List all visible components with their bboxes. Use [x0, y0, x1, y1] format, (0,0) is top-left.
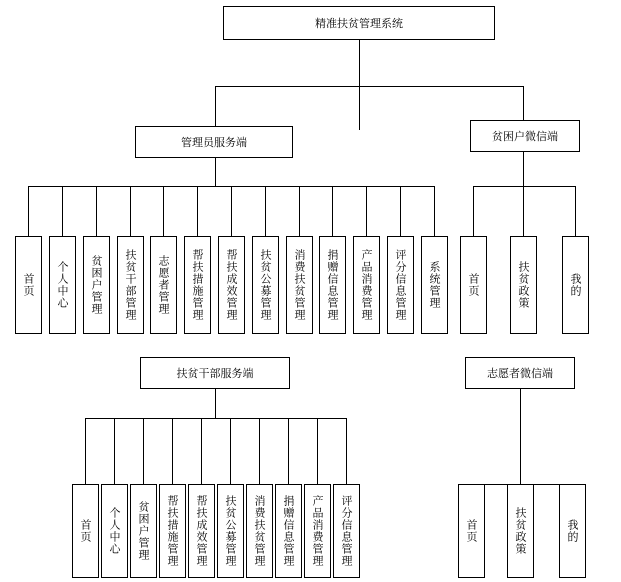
connector — [523, 86, 524, 120]
admin-leaf: 个人中心 — [49, 236, 76, 334]
admin-leaf: 消费扶贫管理 — [286, 236, 313, 334]
connector — [62, 186, 63, 236]
volunteer-wechat-leaf: 我的 — [559, 484, 586, 578]
cadre-leaf: 产品消费管理 — [304, 484, 331, 578]
connector — [215, 158, 216, 186]
cadre-bus — [85, 418, 347, 419]
branch-volunteer-wechat: 志愿者微信端 — [465, 357, 575, 389]
volunteer-wechat-leaf: 首页 — [458, 484, 485, 578]
connector — [197, 186, 198, 236]
admin-leaf: 扶贫干部管理 — [117, 236, 144, 334]
cadre-leaf: 捐赠信息管理 — [275, 484, 302, 578]
connector — [575, 186, 576, 236]
connector — [473, 186, 474, 236]
cadre-leaf: 帮扶成效管理 — [188, 484, 215, 578]
admin-leaf: 志愿者管理 — [150, 236, 177, 334]
connector — [265, 186, 266, 236]
connector — [400, 186, 401, 236]
cadre-leaf: 扶贫公募管理 — [217, 484, 244, 578]
connector — [215, 86, 216, 126]
connector — [215, 389, 216, 418]
admin-leaf: 系统管理 — [421, 236, 448, 334]
connector — [163, 186, 164, 236]
branch-cadre: 扶贫干部服务端 — [140, 357, 290, 389]
admin-leaf: 首页 — [15, 236, 42, 334]
connector — [366, 186, 367, 236]
cadre-leaf: 贫困户管理 — [130, 484, 157, 578]
branch-admin: 管理员服务端 — [135, 126, 293, 158]
branch-poor-wechat: 贫困户微信端 — [470, 120, 580, 152]
root-node: 精准扶贫管理系统 — [223, 6, 495, 40]
connector — [96, 186, 97, 236]
connector — [231, 186, 232, 236]
admin-leaf: 帮扶措施管理 — [184, 236, 211, 334]
connector — [259, 418, 260, 484]
admin-leaf: 评分信息管理 — [387, 236, 414, 334]
cadre-leaf: 个人中心 — [101, 484, 128, 578]
connector — [172, 418, 173, 484]
connector — [346, 418, 347, 484]
cadre-leaf: 帮扶措施管理 — [159, 484, 186, 578]
connector — [114, 418, 115, 484]
poor-wechat-leaf: 首页 — [460, 236, 487, 334]
poor-wechat-leaf: 我的 — [562, 236, 589, 334]
admin-leaf: 贫困户管理 — [83, 236, 110, 334]
cadre-leaf: 首页 — [72, 484, 99, 578]
poor-wechat-bus — [473, 186, 575, 187]
connector — [520, 389, 521, 484]
poor-wechat-leaf: 扶贫政策 — [510, 236, 537, 334]
connector — [359, 86, 523, 87]
connector — [359, 40, 360, 130]
connector — [523, 186, 524, 236]
admin-leaf: 捐赠信息管理 — [319, 236, 346, 334]
connector — [317, 418, 318, 484]
connector — [230, 418, 231, 484]
connector — [201, 418, 202, 484]
connector — [28, 186, 29, 236]
volunteer-wechat-leaf: 扶贫政策 — [507, 484, 534, 578]
connector — [85, 418, 86, 484]
admin-leaf: 产品消费管理 — [353, 236, 380, 334]
connector — [143, 418, 144, 484]
connector — [215, 86, 360, 87]
cadre-leaf: 评分信息管理 — [333, 484, 360, 578]
connector — [288, 418, 289, 484]
admin-leaf: 扶贫公募管理 — [252, 236, 279, 334]
connector — [332, 186, 333, 236]
connector — [434, 186, 435, 236]
connector — [130, 186, 131, 236]
cadre-leaf: 消费扶贫管理 — [246, 484, 273, 578]
connector — [299, 186, 300, 236]
admin-leaf: 帮扶成效管理 — [218, 236, 245, 334]
connector — [523, 152, 524, 186]
